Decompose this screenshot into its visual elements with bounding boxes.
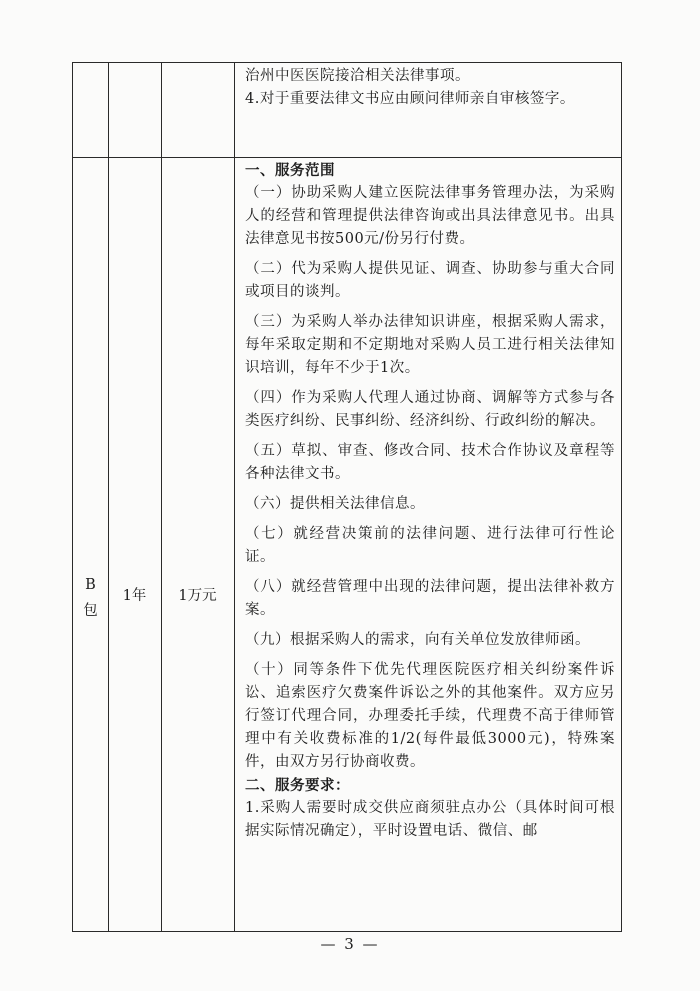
list-item: 1.采购人需要时成交供应商须驻点办公（具体时间可根据实际情况确定），平时设置电话、微信、邮 [245,800,615,839]
package-char: 包 [83,603,98,619]
column-divider [161,63,162,157]
list-item: （一）协助采购人建立医院法律事务管理办法，为采购人的经营和管理提供法律咨询或出具法律意见书。出具法律意见书按500元/份另行付费。 [245,185,615,247]
list-item: （十）同等条件下优先代理医院医疗相关纠纷案件诉讼、追索医疗欠费案件诉讼之外的其他案件。双方应另行签订代理合同，办理委托手续，代理费不高于律师管理中有关收费标准的1/2(每件最低3000元)，特殊案件，由双方另行协商收费。 [245,662,615,770]
list-item: （六）提供相关法律信息。 [245,496,425,512]
list-item: （五）草拟、审查、修改合同、技术合作协议及章程等各种法律文书。 [245,443,615,482]
column-divider [234,157,235,931]
table-row [73,63,621,158]
list-item: （八）就经营管理中出现的法律问题，提出法律补救方案。 [245,579,615,618]
section-title: 二、服务要求： [245,777,350,794]
service-content [245,159,615,843]
package-label [73,572,108,624]
list-item: （二）代为采购人提供见证、调查、协助参与重大合同或项目的谈判。 [245,261,615,300]
table-row [73,157,621,931]
contract-table [72,62,622,932]
page-number: — 3 — [320,935,380,953]
service-duration: 1年 [122,588,147,604]
text-line: 4.对于重要法律文书应由顾问律师亲自审核签字。 [245,91,575,107]
column-divider [234,63,235,157]
section-title: 一、服务范围 [245,162,335,179]
text-line: 治州中医医院接洽相关法律事项。 [245,68,470,84]
column-divider [108,63,109,157]
list-item: （九）根据采购人的需求，向有关单位发放律师函。 [245,632,590,648]
column-divider [108,157,109,931]
list-item: （三）为采购人举办法律知识讲座，根据采购人需求，每年采取定期和不定期地对采购人员工进行相关法律知识培训，每年不少于1次。 [245,314,615,376]
package-letter: B [85,577,96,593]
column-divider [161,157,162,931]
list-item: （七）就经营决策前的法律问题、进行法律可行性论证。 [245,526,615,565]
row-content [245,65,615,111]
list-item: （四）作为采购人代理人通过协商、调解等方式参与各类医疗纠纷、民事纠纷、经济纠纷、行政纠纷的解决。 [245,390,615,429]
service-price: 1万元 [178,588,217,604]
